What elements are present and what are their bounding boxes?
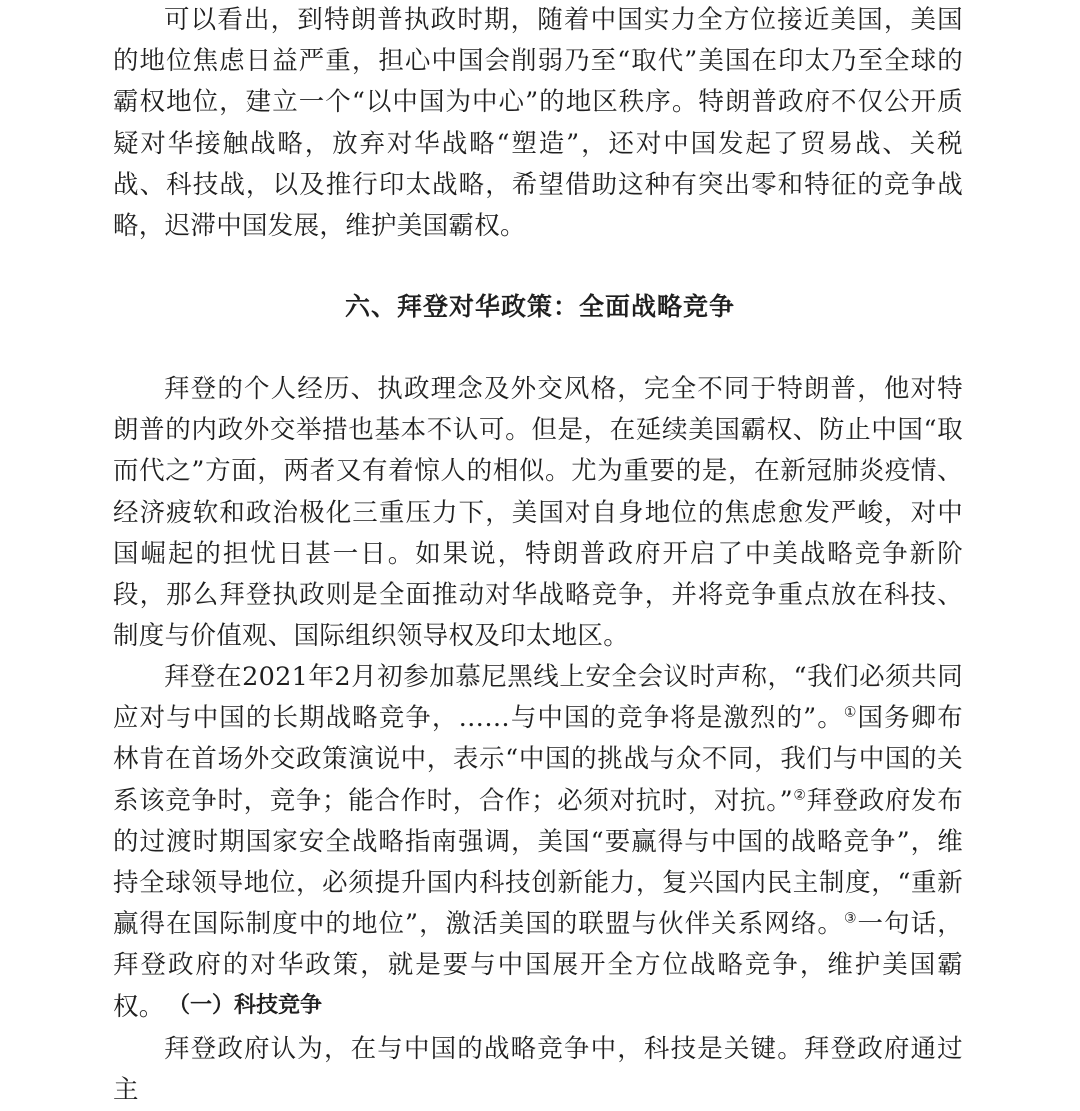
- paragraph-tech-competition: 拜登政府认为，在与中国的战略竞争中，科技是关键。拜登政府通过主: [113, 1034, 963, 1106]
- paragraph-biden-overview: 拜登的个人经历、执政理念及外交风格，完全不同于特朗普，他对特朗普的内政外交举措也基本不认可。但是，在延续美国霸权、防止中国“取而代之”方面，两者又有着惊人的相似。尤为重要的是，在新冠肺炎疫情、经济疲软和政治极化三重压力下，美国对自身地位的焦虑愈发严峻，对中国崛起的担忧日甚一日。如果说，特朗普政府开启了中美战略竞争新阶段，那么拜登执政则是全面推动对华战略竞争，并将竞争重点放在科技、制度与价值观、国际组织领导权及印太地区。: [113, 374, 963, 652]
- paragraph-trump-era: 可以看出，到特朗普执政时期，随着中国实力全方位接近美国，美国的地位焦虑日益严重，担心中国会削弱乃至“取代”美国在印太乃至全球的霸权地位，建立一个“以中国为中心”的地区秩序。特朗普政府不仅公开质疑对华接触战略，放弃对华战略“塑造”，还对中国发起了贸易战、关税战、科技战，以及推行印太战略，希望借助这种有突出零和特征的竞争战略，迟滞中国发展，维护美国霸权。: [113, 5, 963, 242]
- text-segment: 一句话，拜登政府的对华政策，就是要与中国展开全方位战略竞争，维护美国霸权。: [113, 909, 963, 1022]
- text-segment: 国务卿布林肯在首场外交政策演说中，表示“中国的挑战与众不同，我们与中国的关系该竞争时，竞争；能合作时，合作；必须对抗时，对抗。”: [113, 703, 963, 816]
- footnote-marker-3: ③: [843, 910, 858, 927]
- paragraph-biden-statements: [113, 657, 963, 1028]
- text-segment: 拜登政府发布的过渡时期国家安全战略指南强调，美国“要赢得与中国的战略竞争”，维持全球领导地位，必须提升国内科技创新能力，复兴国内民主制度，“重新赢得在国际制度中的地位”，激活美国的联盟与伙伴关系网络。: [113, 785, 963, 940]
- footnote-marker-1: ①: [843, 704, 858, 721]
- text-segment: 拜登在2021年2月初参加慕尼黑线上安全会议时声称，“我们必须共同应对与中国的长期战略竞争，……与中国的竞争将是激烈的”。: [113, 662, 963, 734]
- section-heading: 六、拜登对华政策：全面战略竞争: [344, 292, 735, 321]
- subsection-heading: （一）科技竞争: [168, 993, 323, 1018]
- footnote-marker-2: ②: [793, 787, 807, 804]
